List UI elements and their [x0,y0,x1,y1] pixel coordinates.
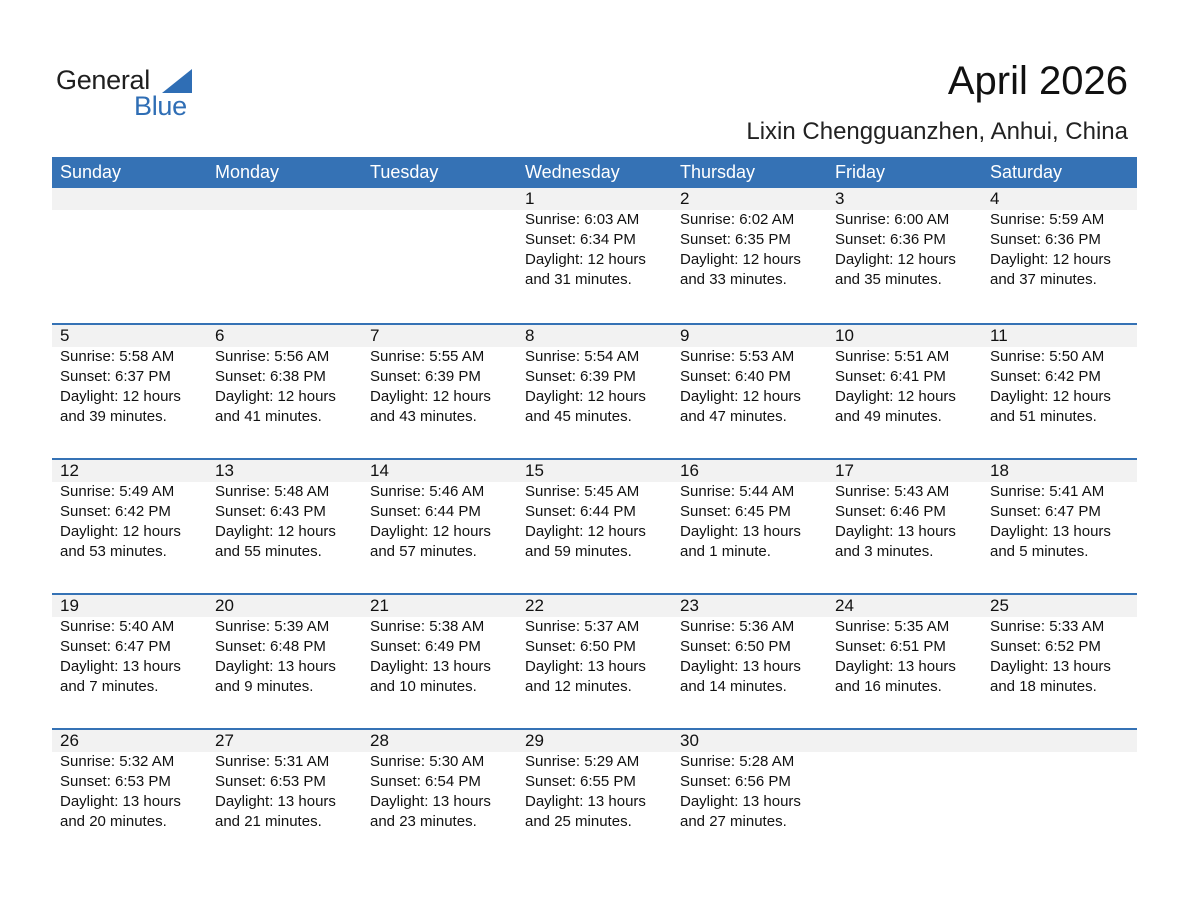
sunset-time: Sunset: 6:42 PM [990,368,1101,385]
daylight-minutes: and 1 minute. [680,543,771,560]
daylight-minutes: and 43 minutes. [370,408,477,425]
day-cell [672,188,827,323]
sunrise-time: Sunrise: 5:43 AM [835,483,950,500]
daylight-hours: Daylight: 13 hours [525,793,646,810]
day-number: 6 [215,326,225,345]
sunrise-time: Sunrise: 5:37 AM [525,618,640,635]
week-row [52,188,1137,323]
day-number: 5 [60,326,70,345]
daylight-hours: Daylight: 12 hours [60,523,181,540]
day-number: 11 [990,326,1008,345]
weekday-wednesday: Wednesday [525,162,620,182]
sunrise-time: Sunrise: 5:35 AM [835,618,950,635]
daylight-minutes: and 20 minutes. [60,813,167,830]
day-number: 14 [370,461,389,480]
sunrise-time: Sunrise: 6:00 AM [835,211,950,228]
day-cell [982,595,1137,728]
day-cell [52,595,207,728]
day-number: 22 [525,596,544,615]
sunrise-time: Sunrise: 5:33 AM [990,618,1105,635]
week-row [52,593,1137,728]
day-number: 8 [525,326,535,345]
day-cell [982,188,1137,323]
sunrise-time: Sunrise: 5:55 AM [370,348,485,365]
day-cell [827,325,982,458]
day-number: 29 [525,731,544,750]
sunset-time: Sunset: 6:53 PM [215,773,326,790]
daylight-hours: Daylight: 12 hours [525,523,646,540]
daylight-hours: Daylight: 13 hours [370,658,491,675]
sunset-time: Sunset: 6:42 PM [60,503,171,520]
sunrise-time: Sunrise: 5:50 AM [990,348,1105,365]
day-number: 16 [680,461,699,480]
day-number: 3 [835,189,845,208]
day-number: 26 [60,731,79,750]
daylight-hours: Daylight: 12 hours [680,251,801,268]
day-number: 27 [215,731,234,750]
sunset-time: Sunset: 6:53 PM [60,773,171,790]
daylight-hours: Daylight: 12 hours [990,251,1111,268]
weekday-thursday: Thursday [680,162,756,182]
day-cell [517,325,672,458]
day-number: 4 [990,189,1000,208]
sunrise-time: Sunrise: 5:29 AM [525,753,640,770]
daylight-minutes: and 41 minutes. [215,408,322,425]
daylight-hours: Daylight: 13 hours [990,523,1111,540]
sunset-time: Sunset: 6:47 PM [990,503,1101,520]
daylight-minutes: and 53 minutes. [60,543,167,560]
day-cell [827,595,982,728]
daylight-minutes: and 33 minutes. [680,271,787,288]
sunrise-time: Sunrise: 5:30 AM [370,753,485,770]
day-number: 7 [370,326,380,345]
sunrise-time: Sunrise: 5:39 AM [215,618,330,635]
daylight-hours: Daylight: 13 hours [835,658,956,675]
day-cell [827,188,982,323]
daylight-hours: Daylight: 12 hours [525,388,646,405]
daylight-hours: Daylight: 13 hours [525,658,646,675]
week-row [52,323,1137,458]
daylight-minutes: and 14 minutes. [680,678,787,695]
daylight-hours: Daylight: 13 hours [680,658,801,675]
daylight-minutes: and 31 minutes. [525,271,632,288]
sunset-time: Sunset: 6:41 PM [835,368,946,385]
sunset-time: Sunset: 6:40 PM [680,368,791,385]
day-cell [207,325,362,458]
daylight-hours: Daylight: 13 hours [370,793,491,810]
daylight-minutes: and 39 minutes. [60,408,167,425]
day-cell [207,460,362,593]
daylight-hours: Daylight: 13 hours [60,658,181,675]
sunrise-time: Sunrise: 5:49 AM [60,483,175,500]
calendar-location: Lixin Chengguanzhen, Anhui, China [746,118,1128,145]
sunset-time: Sunset: 6:34 PM [525,231,636,248]
sunrise-time: Sunrise: 5:53 AM [680,348,795,365]
day-cell [672,595,827,728]
sunset-time: Sunset: 6:48 PM [215,638,326,655]
sunset-time: Sunset: 6:44 PM [525,503,636,520]
day-cell [982,325,1137,458]
sunrise-time: Sunrise: 6:02 AM [680,211,795,228]
daylight-minutes: and 7 minutes. [60,678,159,695]
day-number: 1 [525,189,535,208]
day-cell [672,460,827,593]
day-cell [207,730,362,863]
day-number: 17 [835,461,854,480]
daylight-minutes: and 49 minutes. [835,408,942,425]
daylight-minutes: and 5 minutes. [990,543,1089,560]
daylight-minutes: and 45 minutes. [525,408,632,425]
daylight-minutes: and 9 minutes. [215,678,314,695]
day-cell [517,730,672,863]
weekday-sunday: Sunday [60,162,122,182]
day-cell [672,325,827,458]
sunset-time: Sunset: 6:39 PM [370,368,481,385]
logo-text-general: General [56,65,150,95]
sunrise-time: Sunrise: 5:41 AM [990,483,1105,500]
sunset-time: Sunset: 6:51 PM [835,638,946,655]
daylight-hours: Daylight: 13 hours [60,793,181,810]
daylight-hours: Daylight: 12 hours [835,388,956,405]
day-number: 9 [680,326,690,345]
day-number: 15 [525,461,544,480]
sunrise-time: Sunrise: 5:40 AM [60,618,175,635]
day-cell [517,595,672,728]
daylight-hours: Daylight: 12 hours [60,388,181,405]
daylight-hours: Daylight: 13 hours [680,793,801,810]
weekday-tuesday: Tuesday [370,162,439,182]
sunrise-time: Sunrise: 5:46 AM [370,483,485,500]
daylight-minutes: and 23 minutes. [370,813,477,830]
daylight-hours: Daylight: 13 hours [680,523,801,540]
day-cell [362,460,517,593]
day-cell [517,460,672,593]
sunset-time: Sunset: 6:54 PM [370,773,481,790]
daylight-minutes: and 21 minutes. [215,813,322,830]
sunrise-time: Sunrise: 6:03 AM [525,211,640,228]
sunrise-time: Sunrise: 5:45 AM [525,483,640,500]
daylight-minutes: and 47 minutes. [680,408,787,425]
day-number: 19 [60,596,79,615]
day-cell [672,730,827,863]
daylight-hours: Daylight: 12 hours [990,388,1111,405]
day-number: 13 [215,461,234,480]
day-cell [362,595,517,728]
day-number: 21 [370,596,389,615]
sunrise-time: Sunrise: 5:56 AM [215,348,330,365]
day-cell [207,595,362,728]
sunrise-time: Sunrise: 5:36 AM [680,618,795,635]
daylight-minutes: and 55 minutes. [215,543,322,560]
daylight-hours: Daylight: 13 hours [215,658,336,675]
empty-day-cell [362,188,517,323]
weekday-monday: Monday [215,162,280,182]
daylight-hours: Daylight: 13 hours [990,658,1111,675]
daylight-hours: Daylight: 12 hours [680,388,801,405]
calendar-title: April 2026 [947,59,1128,103]
weekday-header [52,157,1137,188]
day-cell [827,460,982,593]
sunset-time: Sunset: 6:47 PM [60,638,171,655]
empty-day-cell [52,188,207,323]
daylight-minutes: and 25 minutes. [525,813,632,830]
sunset-time: Sunset: 6:49 PM [370,638,481,655]
sunset-time: Sunset: 6:37 PM [60,368,171,385]
sunset-time: Sunset: 6:50 PM [525,638,636,655]
day-cell [362,325,517,458]
sunset-time: Sunset: 6:36 PM [990,231,1101,248]
weekday-saturday: Saturday [990,162,1063,182]
sunrise-time: Sunrise: 5:31 AM [215,753,330,770]
daylight-minutes: and 57 minutes. [370,543,477,560]
daylight-minutes: and 59 minutes. [525,543,632,560]
daylight-minutes: and 18 minutes. [990,678,1097,695]
daylight-minutes: and 3 minutes. [835,543,934,560]
sunset-time: Sunset: 6:35 PM [680,231,791,248]
day-cell [52,460,207,593]
day-number: 10 [835,326,854,345]
sunrise-time: Sunrise: 5:38 AM [370,618,485,635]
daylight-minutes: and 27 minutes. [680,813,787,830]
sunrise-time: Sunrise: 5:44 AM [680,483,795,500]
sunrise-time: Sunrise: 5:48 AM [215,483,330,500]
day-number: 2 [680,189,690,208]
sunset-time: Sunset: 6:46 PM [835,503,946,520]
logo-text-blue: Blue [134,91,187,121]
sunset-time: Sunset: 6:55 PM [525,773,636,790]
empty-day-cell [207,188,362,323]
daylight-hours: Daylight: 12 hours [215,523,336,540]
sunrise-time: Sunrise: 5:54 AM [525,348,640,365]
sunset-time: Sunset: 6:38 PM [215,368,326,385]
daylight-hours: Daylight: 13 hours [215,793,336,810]
sunrise-time: Sunrise: 5:32 AM [60,753,175,770]
weekday-friday: Friday [835,162,886,182]
day-number: 23 [680,596,699,615]
week-row [52,728,1137,863]
sunrise-time: Sunrise: 5:51 AM [835,348,950,365]
sunrise-time: Sunrise: 5:59 AM [990,211,1105,228]
empty-day-cell [827,730,982,863]
sunset-time: Sunset: 6:56 PM [680,773,791,790]
sunset-time: Sunset: 6:43 PM [215,503,326,520]
sunset-time: Sunset: 6:45 PM [680,503,791,520]
daylight-minutes: and 51 minutes. [990,408,1097,425]
daylight-hours: Daylight: 12 hours [370,388,491,405]
daylight-minutes: and 35 minutes. [835,271,942,288]
day-number: 25 [990,596,1009,615]
day-number: 20 [215,596,234,615]
sunset-time: Sunset: 6:36 PM [835,231,946,248]
sunrise-time: Sunrise: 5:58 AM [60,348,175,365]
daylight-hours: Daylight: 12 hours [835,251,956,268]
weeks-container [52,188,1137,863]
daylight-hours: Daylight: 12 hours [215,388,336,405]
daylight-hours: Daylight: 13 hours [835,523,956,540]
day-cell [517,188,672,323]
daylight-minutes: and 16 minutes. [835,678,942,695]
daylight-minutes: and 12 minutes. [525,678,632,695]
day-cell [982,460,1137,593]
day-cell [52,325,207,458]
sunset-time: Sunset: 6:50 PM [680,638,791,655]
week-row [52,458,1137,593]
sunset-time: Sunset: 6:39 PM [525,368,636,385]
day-cell [362,730,517,863]
day-number: 18 [990,461,1009,480]
sunset-time: Sunset: 6:44 PM [370,503,481,520]
generalblue-logo [56,64,196,120]
day-number: 30 [680,731,699,750]
daylight-minutes: and 37 minutes. [990,271,1097,288]
sunrise-time: Sunrise: 5:28 AM [680,753,795,770]
day-number: 12 [60,461,79,480]
day-number: 28 [370,731,389,750]
daylight-minutes: and 10 minutes. [370,678,477,695]
daylight-hours: Daylight: 12 hours [525,251,646,268]
daylight-hours: Daylight: 12 hours [370,523,491,540]
sunset-time: Sunset: 6:52 PM [990,638,1101,655]
empty-day-cell [982,730,1137,863]
month-calendar [52,157,1137,863]
day-number: 24 [835,596,854,615]
day-cell [52,730,207,863]
